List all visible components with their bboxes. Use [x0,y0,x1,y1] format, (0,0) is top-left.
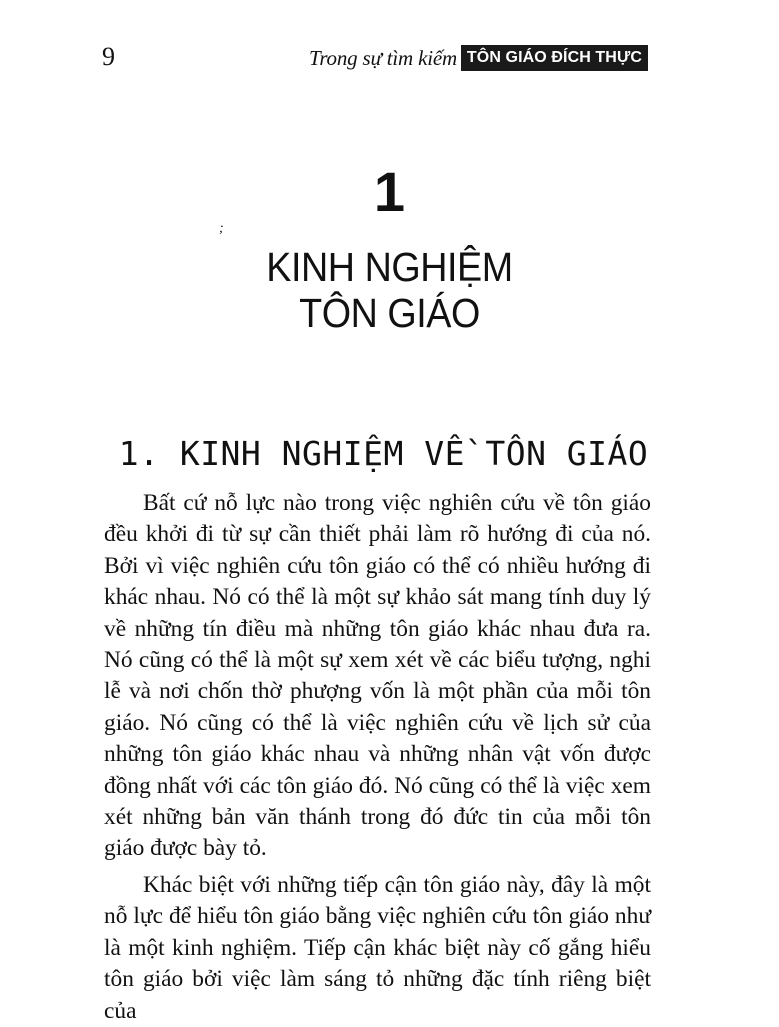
running-header [309,44,648,72]
chapter-number-text: 1 [373,160,406,223]
paragraph-1: Bất cứ nỗ lực nào trong việc nghiên cứu về tôn giáo đều khởi đi từ sự cần thiết phải làm rõ hướng đi của nó. Bởi vì việc nghiên cứu tôn giáo có thể có nhiều hướng đi khác nhau. Nó có thể là một sự khảo sát mang tính duy lý về những tín điều mà những tôn giáo khác nhau đưa ra. Nó cũng có thể là một sự xem xét về các biểu tượng, nghi lễ và nơi chốn thờ phượng vốn là một phần của mỗi tôn giáo. Nó cũng có thể là việc nghiên cứu về lịch sử của những tôn giáo khác nhau và những nhân vật vốn được đồng nhất với các tôn giáo đó. Nó cũng có thể là việc xem xét những bản văn thánh trong đó đức tin của mỗi tôn giáo được bày tỏ. [104,490,651,862]
stray-mark: ; [219,221,224,236]
chapter-title [0,244,779,336]
body-text [104,488,651,1027]
running-title-boxed: TÔN GIÁO ĐÍCH THỰC [461,45,648,71]
chapter-title-line-2: TÔN GIÁO [299,290,480,336]
running-title-italic: Trong sự tìm kiếm [309,45,457,70]
paragraph-2: Khác biệt với những tiếp cận tôn giáo này, đây là một nỗ lực để hiểu tôn giáo bằng việc nghiên cứu tôn giáo như là một kinh nghiệm. Tiếp cận khác biệt này cố gắng hiểu tôn giáo bởi việc làm sáng tỏ những đặc tính riêng biệt của [104,871,651,1024]
chapter-number [0,160,779,224]
chapter-title-line-1: KINH NGHIỆM [266,244,513,290]
page-number: 9 [102,42,115,71]
section-heading: 1. KINH NGHIỆM VỀ TÔN GIÁO [118,434,649,473]
